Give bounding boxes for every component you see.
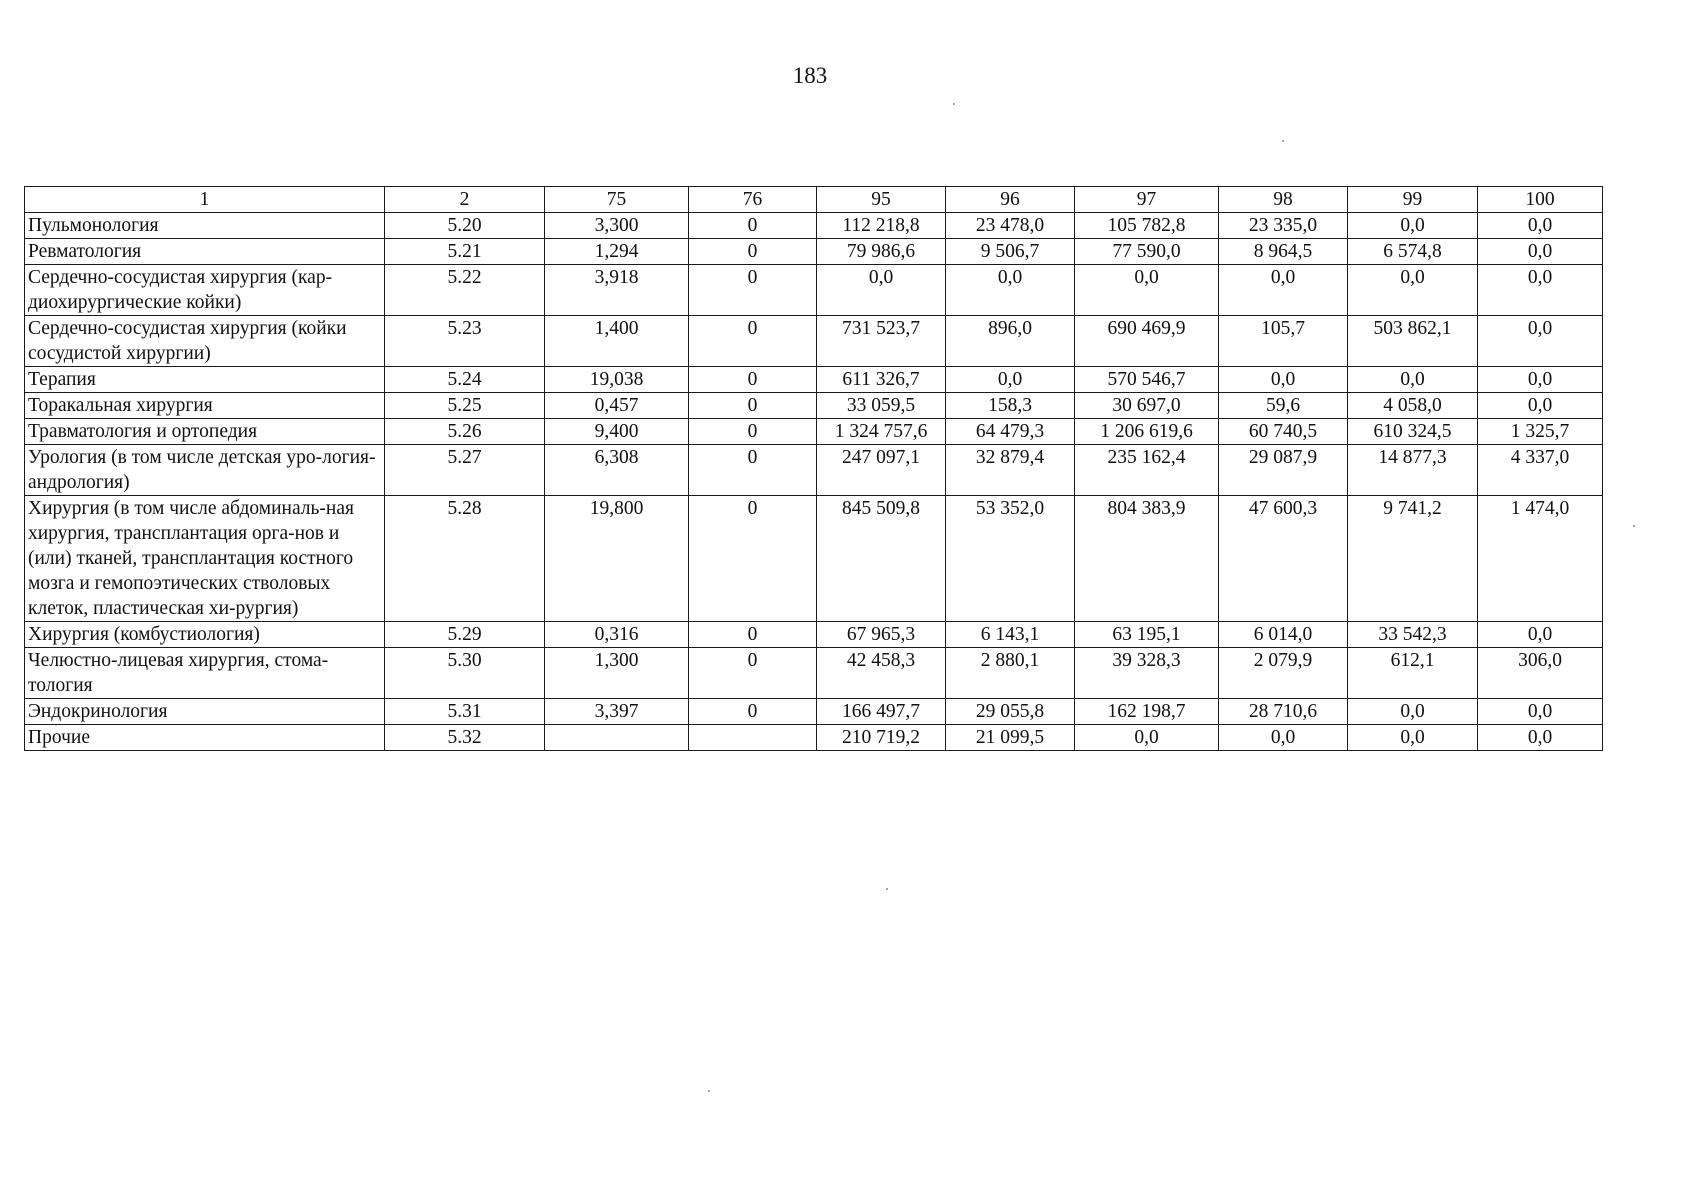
table-row <box>25 496 1603 622</box>
value-cell: 612,1 <box>1348 648 1478 699</box>
column-number-cell: 75 <box>545 187 689 213</box>
column-number-cell: 96 <box>946 187 1075 213</box>
value-cell: 53 352,0 <box>946 496 1075 622</box>
value-cell: 9 506,7 <box>946 239 1075 265</box>
row-code-cell: 5.21 <box>385 239 545 265</box>
value-cell: 0 <box>689 367 817 393</box>
value-cell: 0,0 <box>1478 367 1603 393</box>
table-row <box>25 725 1603 751</box>
value-cell: 0,0 <box>1478 622 1603 648</box>
value-cell: 29 087,9 <box>1219 445 1348 496</box>
value-cell: 4 337,0 <box>1478 445 1603 496</box>
value-cell: 0,316 <box>545 622 689 648</box>
column-number-cell: 1 <box>25 187 385 213</box>
value-cell: 32 879,4 <box>946 445 1075 496</box>
value-cell: 0,0 <box>1478 699 1603 725</box>
row-label-cell: Ревматология <box>25 239 385 265</box>
value-cell: 0 <box>689 622 817 648</box>
value-cell <box>545 725 689 751</box>
value-cell: 235 162,4 <box>1075 445 1219 496</box>
value-cell: 3,918 <box>545 265 689 316</box>
table-row <box>25 265 1603 316</box>
value-cell: 162 198,7 <box>1075 699 1219 725</box>
value-cell: 0,0 <box>1348 367 1478 393</box>
value-cell: 503 862,1 <box>1348 316 1478 367</box>
row-code-cell: 5.30 <box>385 648 545 699</box>
value-cell: 0,0 <box>1348 265 1478 316</box>
row-label-cell: Челюстно-лицевая хирургия, стома-тология <box>25 648 385 699</box>
scan-speck <box>886 888 888 890</box>
value-cell: 611 326,7 <box>817 367 946 393</box>
value-cell: 6,308 <box>545 445 689 496</box>
value-cell: 0,457 <box>545 393 689 419</box>
value-cell: 112 218,8 <box>817 213 946 239</box>
value-cell: 306,0 <box>1478 648 1603 699</box>
value-cell: 0,0 <box>1219 265 1348 316</box>
row-code-cell: 5.20 <box>385 213 545 239</box>
value-cell: 6 574,8 <box>1348 239 1478 265</box>
value-cell: 1,400 <box>545 316 689 367</box>
column-number-cell: 76 <box>689 187 817 213</box>
value-cell: 158,3 <box>946 393 1075 419</box>
value-cell: 896,0 <box>946 316 1075 367</box>
value-cell: 0,0 <box>817 265 946 316</box>
scan-speck <box>1282 140 1284 142</box>
value-cell: 0 <box>689 213 817 239</box>
value-cell: 0 <box>689 316 817 367</box>
table-row <box>25 393 1603 419</box>
value-cell: 79 986,6 <box>817 239 946 265</box>
column-number-cell: 95 <box>817 187 946 213</box>
value-cell: 610 324,5 <box>1348 419 1478 445</box>
row-code-cell: 5.29 <box>385 622 545 648</box>
row-label-cell: Терапия <box>25 367 385 393</box>
value-cell: 1,294 <box>545 239 689 265</box>
page-number: 183 <box>792 63 828 88</box>
value-cell: 0,0 <box>1348 213 1478 239</box>
value-cell: 42 458,3 <box>817 648 946 699</box>
table-row <box>25 648 1603 699</box>
table-row <box>25 213 1603 239</box>
value-cell: 60 740,5 <box>1219 419 1348 445</box>
value-cell: 0,0 <box>1478 393 1603 419</box>
value-cell: 166 497,7 <box>817 699 946 725</box>
value-cell: 6 014,0 <box>1219 622 1348 648</box>
value-cell: 0,0 <box>946 265 1075 316</box>
table-row <box>25 699 1603 725</box>
header-row <box>25 187 1603 213</box>
value-cell: 19,800 <box>545 496 689 622</box>
value-cell: 0,0 <box>946 367 1075 393</box>
value-cell: 1 206 619,6 <box>1075 419 1219 445</box>
row-code-cell: 5.23 <box>385 316 545 367</box>
row-label-cell: Пульмонология <box>25 213 385 239</box>
row-code-cell: 5.26 <box>385 419 545 445</box>
table-row <box>25 445 1603 496</box>
table-row <box>25 419 1603 445</box>
value-cell: 6 143,1 <box>946 622 1075 648</box>
value-cell: 1 474,0 <box>1478 496 1603 622</box>
scan-speck <box>708 1090 710 1092</box>
row-label-cell: Хирургия (комбустиология) <box>25 622 385 648</box>
value-cell: 4 058,0 <box>1348 393 1478 419</box>
row-label-cell: Сердечно-сосудистая хирургия (кар-диохирургические койки) <box>25 265 385 316</box>
value-cell: 59,6 <box>1219 393 1348 419</box>
table-row <box>25 239 1603 265</box>
value-cell: 28 710,6 <box>1219 699 1348 725</box>
data-table <box>24 186 1603 751</box>
value-cell: 0,0 <box>1478 316 1603 367</box>
value-cell: 0 <box>689 265 817 316</box>
value-cell: 2 880,1 <box>946 648 1075 699</box>
value-cell: 14 877,3 <box>1348 445 1478 496</box>
row-label-cell: Травматология и ортопедия <box>25 419 385 445</box>
value-cell: 1,300 <box>545 648 689 699</box>
value-cell: 210 719,2 <box>817 725 946 751</box>
value-cell: 63 195,1 <box>1075 622 1219 648</box>
value-cell: 0 <box>689 699 817 725</box>
value-cell: 0,0 <box>1478 239 1603 265</box>
row-label-cell: Прочие <box>25 725 385 751</box>
value-cell: 30 697,0 <box>1075 393 1219 419</box>
table-body <box>25 187 1603 751</box>
value-cell: 0 <box>689 239 817 265</box>
row-label-cell: Торакальная хирургия <box>25 393 385 419</box>
table-row <box>25 316 1603 367</box>
value-cell: 0 <box>689 445 817 496</box>
value-cell: 67 965,3 <box>817 622 946 648</box>
value-cell: 64 479,3 <box>946 419 1075 445</box>
value-cell: 9 741,2 <box>1348 496 1478 622</box>
table-row <box>25 367 1603 393</box>
value-cell: 23 335,0 <box>1219 213 1348 239</box>
value-cell: 47 600,3 <box>1219 496 1348 622</box>
row-code-cell: 5.25 <box>385 393 545 419</box>
value-cell: 0,0 <box>1219 367 1348 393</box>
value-cell: 731 523,7 <box>817 316 946 367</box>
value-cell: 29 055,8 <box>946 699 1075 725</box>
row-label-cell: Сердечно-сосудистая хирургия (койки сосудистой хирургии) <box>25 316 385 367</box>
row-code-cell: 5.31 <box>385 699 545 725</box>
table-row <box>25 622 1603 648</box>
value-cell: 8 964,5 <box>1219 239 1348 265</box>
value-cell: 0 <box>689 393 817 419</box>
value-cell: 0,0 <box>1219 725 1348 751</box>
column-number-cell: 100 <box>1478 187 1603 213</box>
value-cell: 105,7 <box>1219 316 1348 367</box>
row-code-cell: 5.27 <box>385 445 545 496</box>
value-cell: 0,0 <box>1478 213 1603 239</box>
value-cell: 2 079,9 <box>1219 648 1348 699</box>
value-cell: 21 099,5 <box>946 725 1075 751</box>
value-cell: 1 325,7 <box>1478 419 1603 445</box>
row-code-cell: 5.28 <box>385 496 545 622</box>
value-cell: 0,0 <box>1348 725 1478 751</box>
value-cell: 570 546,7 <box>1075 367 1219 393</box>
value-cell: 845 509,8 <box>817 496 946 622</box>
scan-speck <box>953 103 955 105</box>
column-number-cell: 99 <box>1348 187 1478 213</box>
column-number-cell: 97 <box>1075 187 1219 213</box>
value-cell: 3,397 <box>545 699 689 725</box>
value-cell: 0,0 <box>1348 699 1478 725</box>
value-cell: 0,0 <box>1075 265 1219 316</box>
scan-speck <box>1633 525 1635 527</box>
value-cell: 1 324 757,6 <box>817 419 946 445</box>
row-code-cell: 5.32 <box>385 725 545 751</box>
value-cell: 105 782,8 <box>1075 213 1219 239</box>
value-cell: 0,0 <box>1478 725 1603 751</box>
column-number-cell: 2 <box>385 187 545 213</box>
value-cell: 33 542,3 <box>1348 622 1478 648</box>
value-cell: 804 383,9 <box>1075 496 1219 622</box>
value-cell: 690 469,9 <box>1075 316 1219 367</box>
row-code-cell: 5.24 <box>385 367 545 393</box>
row-label-cell: Хирургия (в том числе абдоминаль-ная хирургия, трансплантация орга-нов и (или) тканей, трансплантация костного мозга и гемопоэтических стволовых клеток, пластическая хи-рургия) <box>25 496 385 622</box>
value-cell: 9,400 <box>545 419 689 445</box>
row-label-cell: Эндокринология <box>25 699 385 725</box>
value-cell: 0 <box>689 419 817 445</box>
value-cell: 0 <box>689 496 817 622</box>
value-cell: 39 328,3 <box>1075 648 1219 699</box>
row-label-cell: Урология (в том числе детская уро-логия-андрология) <box>25 445 385 496</box>
column-number-cell: 98 <box>1219 187 1348 213</box>
row-code-cell: 5.22 <box>385 265 545 316</box>
value-cell: 3,300 <box>545 213 689 239</box>
value-cell: 23 478,0 <box>946 213 1075 239</box>
value-cell: 0,0 <box>1478 265 1603 316</box>
value-cell: 77 590,0 <box>1075 239 1219 265</box>
value-cell <box>689 725 817 751</box>
value-cell: 0 <box>689 648 817 699</box>
value-cell: 0,0 <box>1075 725 1219 751</box>
value-cell: 247 097,1 <box>817 445 946 496</box>
value-cell: 19,038 <box>545 367 689 393</box>
value-cell: 33 059,5 <box>817 393 946 419</box>
